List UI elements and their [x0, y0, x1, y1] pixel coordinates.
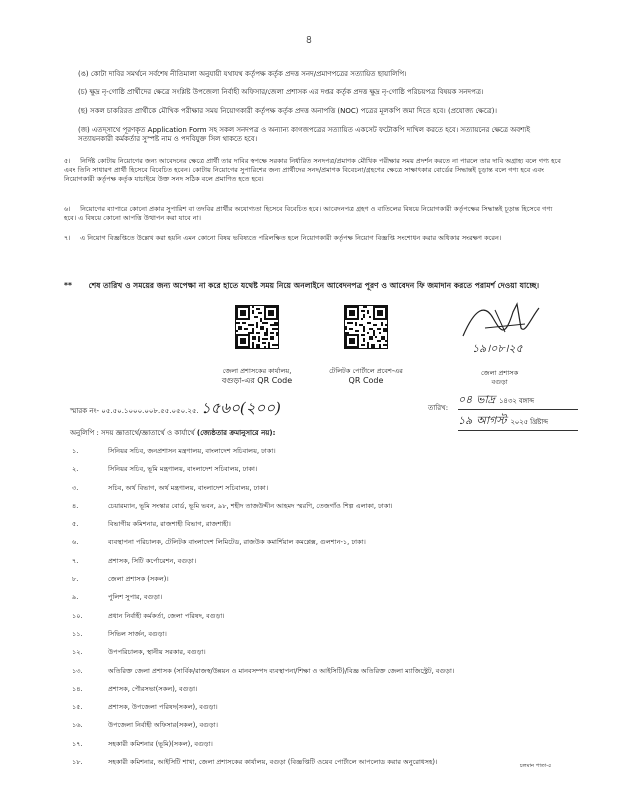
- paragraph-text: নিয়োগের ব্যাপারে কোনো প্রকার সুপারিশ বা তদবির প্রার্থীর অযোগ্যতা হিসেবে বিবেচিত হবে। আবেদনপত্র গ্রহণ ও বাতিলের বিষয়ে নিয়োগকারী কর্তৃপক্ষের সিদ্ধান্তই চূড়ান্ত হিসেবে গণ্য হবে। এ বিষয়ে কোনো আপত্তি উত্থাপন করা যাবে না।: [64, 205, 553, 222]
- list-item-text: চেয়ারম্যান, ভূমি সংস্কার বোর্ড, ভূমি ভবন, ৯৮, শহীদ তাজউদ্দীন আহমদ স্মরণি, তেজগাঁও শিল্প এলাকা, ঢাকা।: [108, 501, 393, 510]
- list-item: [72, 630, 572, 648]
- list-item-text: পুলিশ সুপার, বগুড়া।: [108, 593, 163, 602]
- document-paragraph-7: [64, 234, 564, 243]
- list-item-text: প্রশাসক, উপজেলা পরিষদ(সকল), বগুড়া।: [108, 703, 218, 712]
- list-item-text: প্রধান নির্বাহী কর্মকর্তা, জেলা পরিষদ, বগুড়া।: [108, 611, 225, 620]
- list-item-number: ১৩.: [72, 666, 83, 675]
- list-item: [72, 648, 572, 666]
- bangla-month: ভাদ্র: [476, 393, 495, 406]
- list-item: [72, 502, 572, 520]
- list-item-number: ৪.: [72, 501, 79, 510]
- signatory-title: জেলা প্রশাসক: [481, 369, 519, 377]
- list-item-text: বিভাগীয় কমিশনার, রাজশাহী বিভাগ, রাজশাহী।: [108, 520, 231, 529]
- qr-code-graphic: [236, 306, 278, 348]
- clause-label: (ছ): [78, 107, 88, 115]
- list-item: [72, 593, 572, 611]
- list-item-number: ১১.: [72, 629, 83, 638]
- gregorian-year: ২০২৫ খ্রিষ্টাব্দ: [510, 417, 548, 426]
- document-paragraph-5: [64, 157, 564, 184]
- list-item-number: ৭.: [72, 556, 79, 565]
- list-item: [72, 520, 572, 538]
- list-item: [72, 667, 572, 685]
- page-number: ৪: [305, 33, 313, 46]
- clause-label: (ঙ): [78, 70, 89, 78]
- list-item-text: অতিরিক্ত জেলা প্রশাসক (সার্বিক/রাজস্ব/উন্নয়ন ও মানবসম্পদ ব্যবস্থাপনা/শিক্ষা ও আইসিটি)/বিজ্ঞ অতিরিক্ত জেলা ম্যাজিস্ট্রেট, বগুড়া।: [108, 666, 455, 675]
- date-block: [458, 393, 578, 435]
- list-item: [72, 538, 572, 556]
- gregorian-day: ১৯: [458, 413, 473, 427]
- clause-label: (জ): [78, 126, 90, 134]
- list-item: [72, 447, 572, 465]
- clause-text: সকল চাকরিরত প্রার্থীকে মৌখিক পরীক্ষার সময় নিয়োগকারী কর্তৃপক্ষ কর্তৃক প্রদত্ত অনাপত্তি (NOC) পত্রের মূলকপি জমা দিতে হবে। (প্রযোজ্য ক্ষেত্রে)।: [89, 107, 498, 115]
- list-item: [72, 484, 572, 502]
- document-clause-f: [78, 88, 564, 97]
- signatory-place: বগুড়া: [491, 377, 508, 386]
- signature-scribble: [455, 298, 545, 342]
- clause-label: (চ): [78, 88, 88, 96]
- bangla-year: ১৪৩২ বঙ্গাব্দ: [499, 397, 534, 405]
- list-item-text: প্রশাসক, পৌরসভা(সকল), বগুড়া।: [108, 684, 198, 693]
- list-item-text: সচিব, অর্থ বিভাগ, অর্থ মন্ত্রণালয়, বাংলাদেশ সচিবালয়, ঢাকা।: [108, 483, 269, 492]
- list-item-text: উপজেলা নির্বাহী অফিসার(সকল), বগুড়া।: [108, 721, 218, 730]
- memo-prefix: স্মারক নং- ০৫.৫০.১০০০.০০৮.৫৫.০৫০.২৫.: [70, 407, 199, 415]
- list-item: [72, 685, 572, 703]
- date-label: তারিখ:: [428, 404, 449, 412]
- document-clause-e: [78, 70, 564, 79]
- advisory-note: [64, 281, 564, 291]
- list-item: [72, 703, 572, 721]
- signature-date: ১৯।০৮।২৫: [472, 342, 523, 355]
- list-item-number: ১০.: [72, 611, 83, 620]
- continued-page-note: চলমান পাতা-৫: [520, 763, 552, 769]
- list-item: [72, 575, 572, 593]
- list-item: [72, 612, 572, 630]
- memo-handwritten-number: ১৫৬০(২০০): [200, 399, 281, 417]
- list-item-number: ৫.: [72, 520, 79, 529]
- qr-code-dc-office[interactable]: [235, 305, 279, 349]
- paragraph-text: এ নিয়োগ বিজ্ঞপ্তিতে উল্লেখ করা হয়নি এমন কোনো বিষয় ভবিষ্যতে পরিলক্ষিত হলে নিয়োগকারী কর্তৃপক্ষ নিয়োগ বিজ্ঞপ্তি সংশোধন করার অধিকার সংরক্ষণ করেন।: [80, 234, 502, 242]
- clause-text: কোটা দাবির সমর্থনে সর্বশেষ নীতিমালা অনুযায়ী যথাযথ কর্তৃপক্ষ কর্তৃক প্রদত্ত সনদ/প্রমাণপত্রের সত্যায়িত ছায়ালিপি।: [90, 70, 407, 78]
- copy-to-heading: [70, 429, 275, 438]
- memo-number: [70, 398, 281, 418]
- copy-to-list: [72, 447, 572, 776]
- list-item: [72, 465, 572, 483]
- qr-caption-dc-office: [202, 367, 312, 387]
- paragraph-label: ৭।: [64, 234, 71, 242]
- bangla-date: [458, 393, 578, 410]
- list-item-text: ব্যবস্থাপনা পরিচালক, টেলিটক বাংলাদেশ লিমিটেড, রাজউক কমার্শিয়াল কমপ্লেক্স, গুলশান-১, ঢাকা।: [108, 538, 366, 547]
- document-paragraph-6: [64, 205, 564, 223]
- qr-caption-line2: QR Code: [348, 375, 384, 385]
- gregorian-month: আগস্ট: [476, 413, 507, 427]
- gregorian-date: [458, 414, 578, 431]
- list-item-number: ১৫.: [72, 703, 83, 712]
- qr-code-graphic: [345, 306, 387, 348]
- note-marker: **: [64, 281, 72, 290]
- list-item-text: উপপরিচালক, স্থানীয় সরকার, বগুড়া।: [108, 648, 206, 657]
- copy-to-prefix: অনুলিপি : সদয় জ্ঞাতার্থে/জ্ঞাতার্থে ও কার্যার্থে: [70, 429, 195, 437]
- qr-caption-line1: জেলা প্রশাসকের কার্যালয়,: [222, 367, 292, 375]
- list-item-number: ২.: [72, 465, 79, 474]
- list-item-number: ৩.: [72, 483, 79, 492]
- list-item-number: ৯.: [72, 593, 79, 602]
- list-item-text: সিনিয়র সচিব, ভূমি মন্ত্রণালয়, বাংলাদেশ সচিবালয়, ঢাকা।: [108, 465, 258, 474]
- list-item-number: ১৮.: [72, 758, 83, 767]
- copy-to-order-note: (জ্যেষ্ঠতার ক্রমানুসারে নয়):: [196, 429, 276, 437]
- bangla-day: ০৪: [458, 393, 473, 406]
- document-clause-g: [78, 107, 564, 116]
- list-item-text: জেলা প্রশাসক (সকল)।: [108, 575, 169, 584]
- qr-caption-teletalk: [311, 367, 421, 387]
- list-item-number: ১৬.: [72, 721, 83, 730]
- list-item: [72, 721, 572, 739]
- signatory-block: [481, 369, 518, 387]
- list-item-text: সহকারী কমিশনার, আইসিটি শাখা, জেলা প্রশাসকের কার্যালয়, বগুড়া (বিজ্ঞপ্তিটি ওয়েব পোর্টালে আপলোড করার অনুরোধসহ)।: [108, 758, 438, 767]
- qr-caption-line1: টেলিটক পোর্টালে প্রবেশ-এর: [329, 367, 403, 375]
- list-item: [72, 557, 572, 575]
- list-item: [72, 758, 572, 776]
- list-item-number: ১৭.: [72, 739, 83, 748]
- qr-caption-line2: বগুড়া-এর QR Code: [221, 375, 293, 385]
- list-item-text: সহকারী কমিশনার (ভূমি)(সকল), বগুড়া।: [108, 739, 213, 748]
- paragraph-label: ৬।: [64, 205, 71, 213]
- qr-code-teletalk-portal[interactable]: [344, 305, 388, 349]
- clause-text: ক্ষুদ্র নৃ-গোষ্ঠি প্রার্থীদের ক্ষেত্রে সংশ্লিষ্ট উপজেলা নির্বাহী অফিসার/জেলা প্রশাসক এর দপ্তর কর্তৃক প্রদত্ত ক্ষুদ্র নৃ-গোষ্ঠি পরিচয়পত্র বিষয়ক সনদপত্র।: [89, 88, 484, 96]
- document-clause-h: [78, 126, 564, 145]
- list-item-text: প্রশাসক, সিটি কর্পোরেশন, বগুড়া।: [108, 556, 197, 565]
- list-item-text: সিভিল সার্জন, বগুড়া।: [108, 629, 167, 638]
- clause-text: এতদ্‌সাথে পূরণকৃত Application Form সহ সকল সনদপত্র ও অন্যান্য কাগজপত্রের সত্যায়িত একসেট ফটোকপি দাখিল করতে হবে। সত্যায়নের ক্ষেত্রে অবশ্যই সত্যায়নকারী কর্মকর্তার সুস্পষ্ট নাম ও পদবিযুক্ত সিল থাকতে হবে।: [78, 126, 530, 144]
- list-item-number: ৬.: [72, 538, 79, 547]
- list-item-number: ১২.: [72, 648, 83, 657]
- list-item-text: সিনিয়র সচিব, জনপ্রশাসন মন্ত্রণালয়, বাংলাদেশ সচিবালয়, ঢাকা।: [108, 447, 276, 455]
- list-item-number: ১.: [72, 447, 79, 455]
- list-item-number: ৮.: [72, 575, 79, 584]
- list-item-number: ১৪.: [72, 684, 83, 693]
- paragraph-text: নির্দিষ্ট কোটায় নিয়োগের জন্য আবেদনের ক্ষেত্রে প্রার্থী তার দাবির স্বপক্ষে সরকার নির্ধারিত সনদপত্র/প্রমাণক মৌখিক পরীক্ষার সময় প্রদর্শন করতে না পারলে তার দাবি অগ্রাহ্য বলে গণ্য হবে এবং তিনি সাধারণ প্রার্থী হিসেবে বিবেচিত হবেন। কোটায় নিয়োগের সুপারিশের জন্য প্রার্থীদের সনদ/প্রমাণক বিবেচনা/গ্রহণের ক্ষেত্রে সাক্ষাৎকার বোর্ডের সিদ্ধান্তই চূড়ান্ত বলে গণ্য হবে এবং নিয়োগকারী কর্তৃপক্ষ কর্তৃক যাচাইয়ে উক্ত সনদ সঠিক বলে প্রমাণিত হতে হবে।: [64, 157, 561, 183]
- paragraph-label: ৫।: [64, 157, 71, 165]
- note-text: শেষ তারিখ ও সময়ের জন্য অপেক্ষা না করে হাতে যথেষ্ট সময় নিয়ে অনলাইনে আবেদনপত্র পূরণ ও আবেদন ফি জমাদান করতে পরামর্শ দেওয়া যাচ্ছে।: [88, 281, 540, 290]
- list-item: [72, 740, 572, 758]
